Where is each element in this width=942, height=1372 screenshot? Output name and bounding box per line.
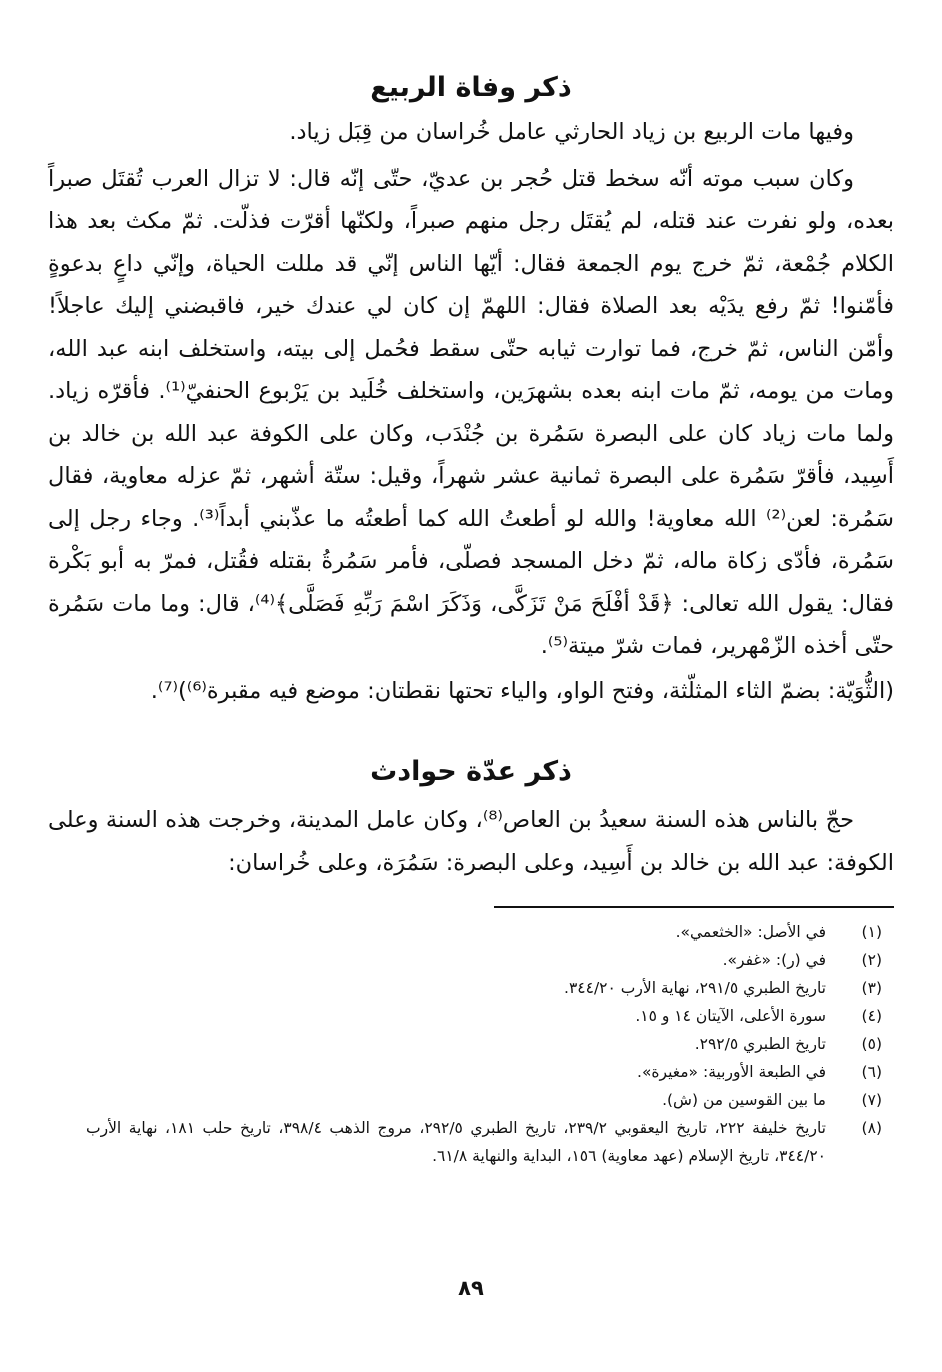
footnote-item [48,1002,894,1030]
section-title-death-of-rabi: ذكر وفاة الربيع [370,72,572,103]
footnote-item [48,1030,894,1058]
thuwayya-note-paragraph: (الثُّوَيّة: بضمّ الثاء المثلّثة، وفتح الواو، والياء تحتها نقطتان: موضع فيه مقبرة⁽⁶⁾)⁽⁷⁾. [150,677,894,704]
footnote-divider-wrap [48,906,894,908]
footnote-divider [494,906,894,908]
section-title-events: ذكر عدّة حوادث [370,756,572,787]
events-paragraph: حجّ بالناس هذه السنة سعيدُ بن العاص⁽⁸⁾، وكان عامل المدينة، وخرجت هذه السنة وعلى الكوفة: عبد الله بن خالد بن أَسِيد، وعلى البصرة: سَمُرَة، وعلى خُراسان: [48,807,894,876]
footnote-text: سورة الأعلى، الآيتان ١٤ و ١٥. [635,1007,826,1025]
footnotes-list [48,918,894,1170]
footnote-item [48,974,894,1002]
intro-paragraph: وفيها مات الربيع بن زياد الحارثي عامل خُراسان من قِبَل زياد. [289,119,854,145]
footnote-item [48,946,894,974]
footnote-item [48,1114,894,1170]
footnote-item [48,1086,894,1114]
footnote-number: (٦) [861,1063,882,1081]
footnote-text: تاريخ خليفة ٢٢٢، تاريخ اليعقوبي ٢٣٩/٢، تاريخ الطبري ٢٩٢/٥، مروج الذهب ٣٩٨/٤، تاريخ حلب ١٨١، نهاية الأرب ٣٤٤/٢٠، تاريخ الإسلام (عهد معاوية) ١٥٦، البداية والنهاية ٦١/٨. [86,1119,826,1165]
footnote-text: تاريخ الطبري ٢٩٢/٥. [694,1035,826,1053]
main-paragraph: وكان سبب موته أنّه سخط قتل حُجر بن عديّ، حتّى إنّه قال: لا تزال العرب تُقتَل صبراً بعده، ولو نفرت عند قتله، لم يُقتَل رجل منهم صبراً، ولكنّها أقرّت فذلّت. ثمّ مكث بعد هذا الكلام جُمْعة، ثمّ خرج يوم الجمعة فقال: أيّها الناس إنّي قد مللت الحياة، وإنّي داعٍ بدعوةٍ فأمّنوا! ثمّ رفع يدَيْه بعد الصلاة فقال: اللهمّ إن كان لي عندك خير، فاقبضني إليك عاجلاً! وأمّن الناس، ثمّ خرج، فما توارت ثيابه حتّى سقط فحُمل إلى بيته، واستخلف ابنه عبد الله، ومات من يومه، ثمّ مات ابنه بعده بشهرَين، واستخلف خُلَيد بن يَرْبوع الحنفيّ⁽¹⁾. فأقرّه زياد. ولما مات زياد كان على البصرة سَمُرة بن جُنْدَب، وكان على الكوفة عبد الله بن خالد بن أَسِيد، فأقرّ سَمُرة على البصرة ثمانية عشر شهراً، وقيل: ستّة أشهر، ثمّ عزله معاوية، فقال سَمُرة: لعن⁽²⁾ الله معاوية! والله لو أطعتُ الله كما أطعتُه ما عذّبني أبداً⁽³⁾. وجاء رجل إلى سَمُرة، فأدّى زكاة ماله، ثمّ دخل المسجد فصلّى، فأمر سَمُرةُ بقتله فقُتل، فمرّ به أبو بَكْرة فقال: يقول الله تعالى: ﴿قَدْ أفْلَحَ مَنْ تَزَكَّى، وَذَكَرَ اسْمَ رَبِّهِ فَصَلَّى﴾⁽⁴⁾، قال: وما مات سَمُرة حتّى أخذه الزّمْهرير، فمات شرّ ميتة⁽⁵⁾. [48,165,894,659]
footnote-number: (٧) [861,1091,882,1109]
footnote-text: في الأصل: «الخثعمي». [675,923,826,941]
footnote-number: (٣) [861,979,882,997]
footnote-number: (٥) [861,1035,882,1053]
footnote-text: تاريخ الطبري ٢٩١/٥، نهاية الأرب ٣٤٤/٢٠. [564,979,826,997]
footnote-number: (٨) [861,1119,882,1137]
footnote-number: (٢) [861,951,882,969]
footnote-text: في (ر): «غفر». [722,951,826,969]
footnote-number: (١) [861,923,882,941]
footnote-item [48,1058,894,1086]
footnote-number: (٤) [861,1007,882,1025]
page-number: ٨٩ [458,1276,484,1300]
footnote-text: ما بين القوسين من (ش). [662,1091,826,1109]
footnote-text: في الطبعة الأوربية: «مغيرة». [637,1063,826,1081]
footnote-item [48,918,894,946]
